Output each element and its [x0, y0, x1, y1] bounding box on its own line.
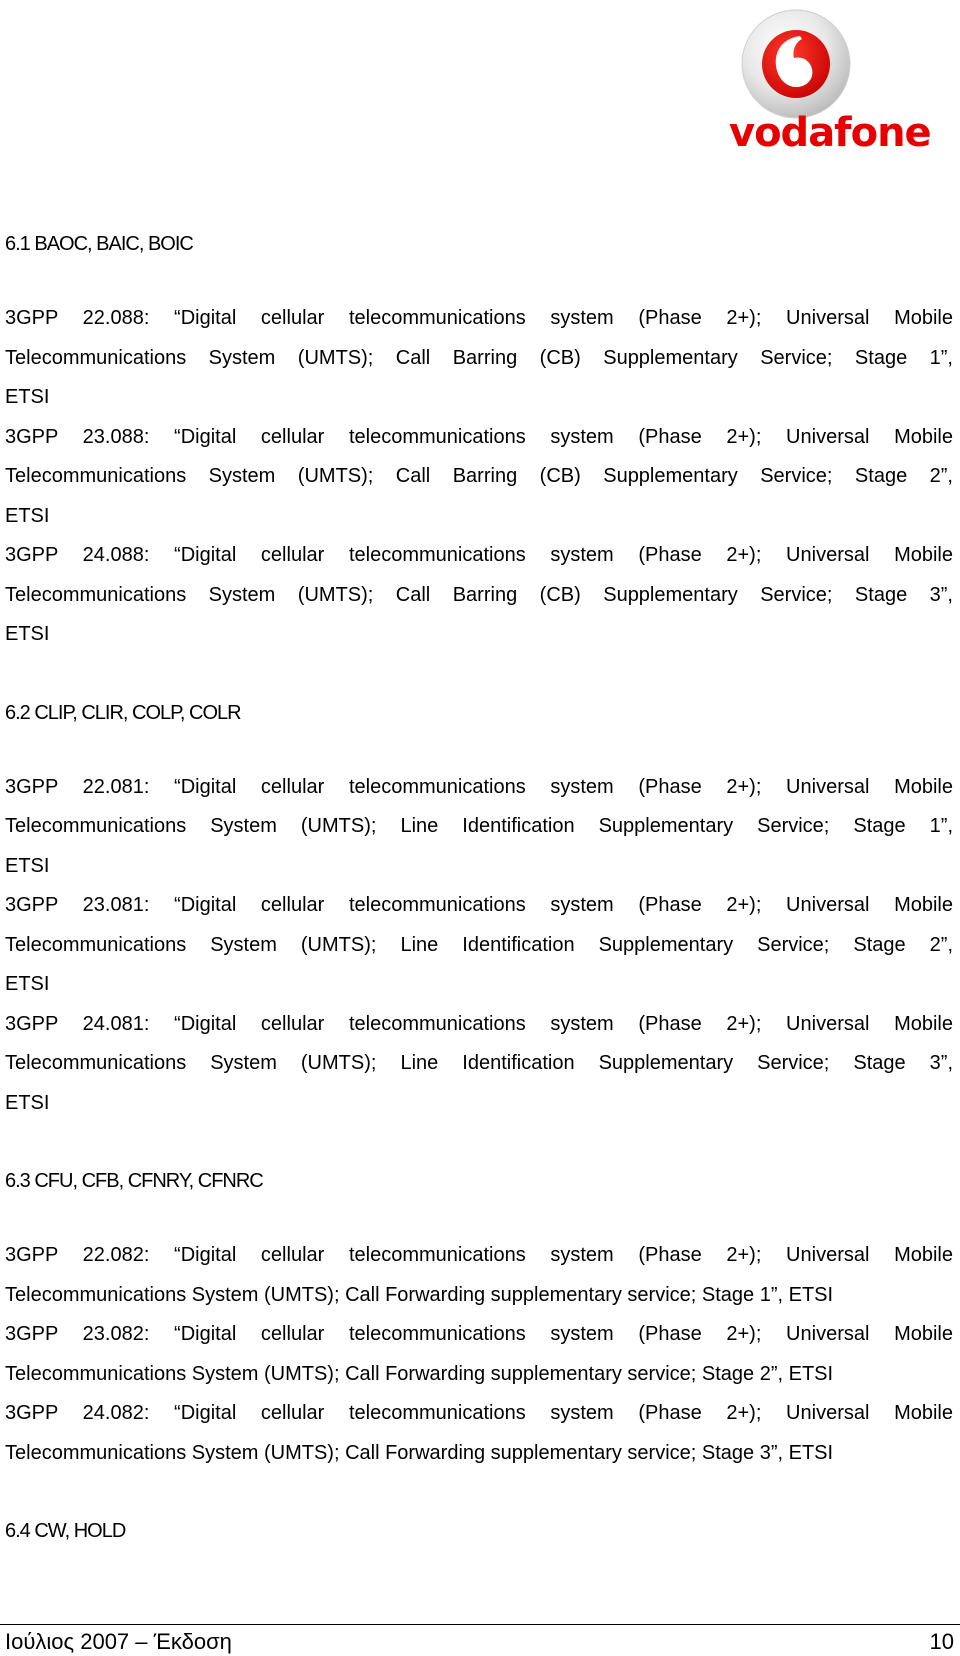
reference-line: 3GPP 23.082: “Digital cellular telecommunications system (Phase 2+); Universal Mobile — [5, 1323, 953, 1345]
reference-line: Telecommunications System (UMTS); Line Identification Supplementary Service; Stage 2”, — [5, 933, 953, 956]
reference-line: ETSI — [5, 504, 50, 527]
reference-line: Telecommunications System (UMTS); Call Barring (CB) Supplementary Service; Stage 1”, — [5, 346, 953, 369]
document-body — [5, 224, 953, 1551]
vodafone-speechmark-logo-icon — [726, 6, 944, 160]
section-spacer — [5, 655, 953, 693]
reference-line: ETSI — [5, 623, 50, 645]
reference-line: Telecommunications System (UMTS); Call Forwarding supplementary service; Stage 2”, ETSI — [5, 1362, 834, 1385]
reference-line: ETSI — [5, 854, 50, 877]
reference-entry — [5, 1236, 953, 1315]
page-number: 10 — [929, 1629, 954, 1654]
section-spacer — [5, 1473, 953, 1511]
reference-line: Telecommunications System (UMTS); Line Identification Supplementary Service; Stage 1”, — [5, 815, 953, 837]
reference-line: Telecommunications System (UMTS); Call Barring (CB) Supplementary Service; Stage 3”, — [5, 583, 953, 606]
heading-spacer — [5, 264, 953, 299]
section-spacer — [5, 1123, 953, 1161]
reference-line: Telecommunications System (UMTS); Call Forwarding supplementary service; Stage 1”, ETSI — [5, 1283, 834, 1306]
reference-entry — [5, 768, 953, 887]
footer-date-version: Ιούλιος 2007 – Έκδοση — [5, 1629, 232, 1654]
reference-line: 3GPP 24.081: “Digital cellular telecommunications system (Phase 2+); Universal Mobile — [5, 1012, 953, 1035]
section-heading: 6.1 BAOC, BAIC, BOIC — [5, 233, 193, 255]
reference-entry — [5, 418, 953, 537]
reference-line: 3GPP 24.082: “Digital cellular telecommunications system (Phase 2+); Universal Mobile — [5, 1402, 953, 1424]
reference-line: ETSI — [5, 386, 50, 408]
footer-divider — [0, 1624, 960, 1625]
reference-line: 3GPP 24.088: “Digital cellular telecommunications system (Phase 2+); Universal Mobile — [5, 544, 953, 566]
vodafone-logo — [726, 6, 944, 160]
reference-line: Telecommunications System (UMTS); Call Barring (CB) Supplementary Service; Stage 2”, — [5, 465, 953, 487]
reference-line: 3GPP 23.088: “Digital cellular telecommunications system (Phase 2+); Universal Mobile — [5, 425, 953, 448]
vodafone-wordmark: vodafone — [729, 110, 931, 156]
reference-line: Telecommunications System (UMTS); Call Forwarding supplementary service; Stage 3”, ETSI — [5, 1441, 834, 1464]
heading-spacer — [5, 733, 953, 768]
reference-line: 3GPP 22.081: “Digital cellular telecommunications system (Phase 2+); Universal Mobile — [5, 775, 953, 798]
reference-line: ETSI — [5, 1091, 50, 1114]
section-heading: 6.4 CW, HOLD — [5, 1520, 126, 1542]
section-heading: 6.3 CFU, CFB, CFNRY, CFNRC — [5, 1170, 263, 1192]
reference-line: 3GPP 22.088: “Digital cellular telecommunications system (Phase 2+); Universal Mobile — [5, 307, 953, 329]
heading-spacer — [5, 1201, 953, 1236]
reference-line: ETSI — [5, 973, 50, 995]
reference-line: Telecommunications System (UMTS); Line Identification Supplementary Service; Stage 3”, — [5, 1052, 953, 1074]
reference-entry — [5, 886, 953, 1005]
section-heading: 6.2 CLIP, CLIR, COLP, COLR — [5, 701, 241, 724]
reference-line: 3GPP 22.082: “Digital cellular telecommunications system (Phase 2+); Universal Mobile — [5, 1244, 953, 1266]
reference-line: 3GPP 23.081: “Digital cellular telecommunications system (Phase 2+); Universal Mobile — [5, 894, 953, 916]
reference-entry — [5, 299, 953, 418]
reference-entry — [5, 1005, 953, 1124]
reference-entry — [5, 536, 953, 655]
reference-entry — [5, 1394, 953, 1473]
reference-entry — [5, 1315, 953, 1394]
